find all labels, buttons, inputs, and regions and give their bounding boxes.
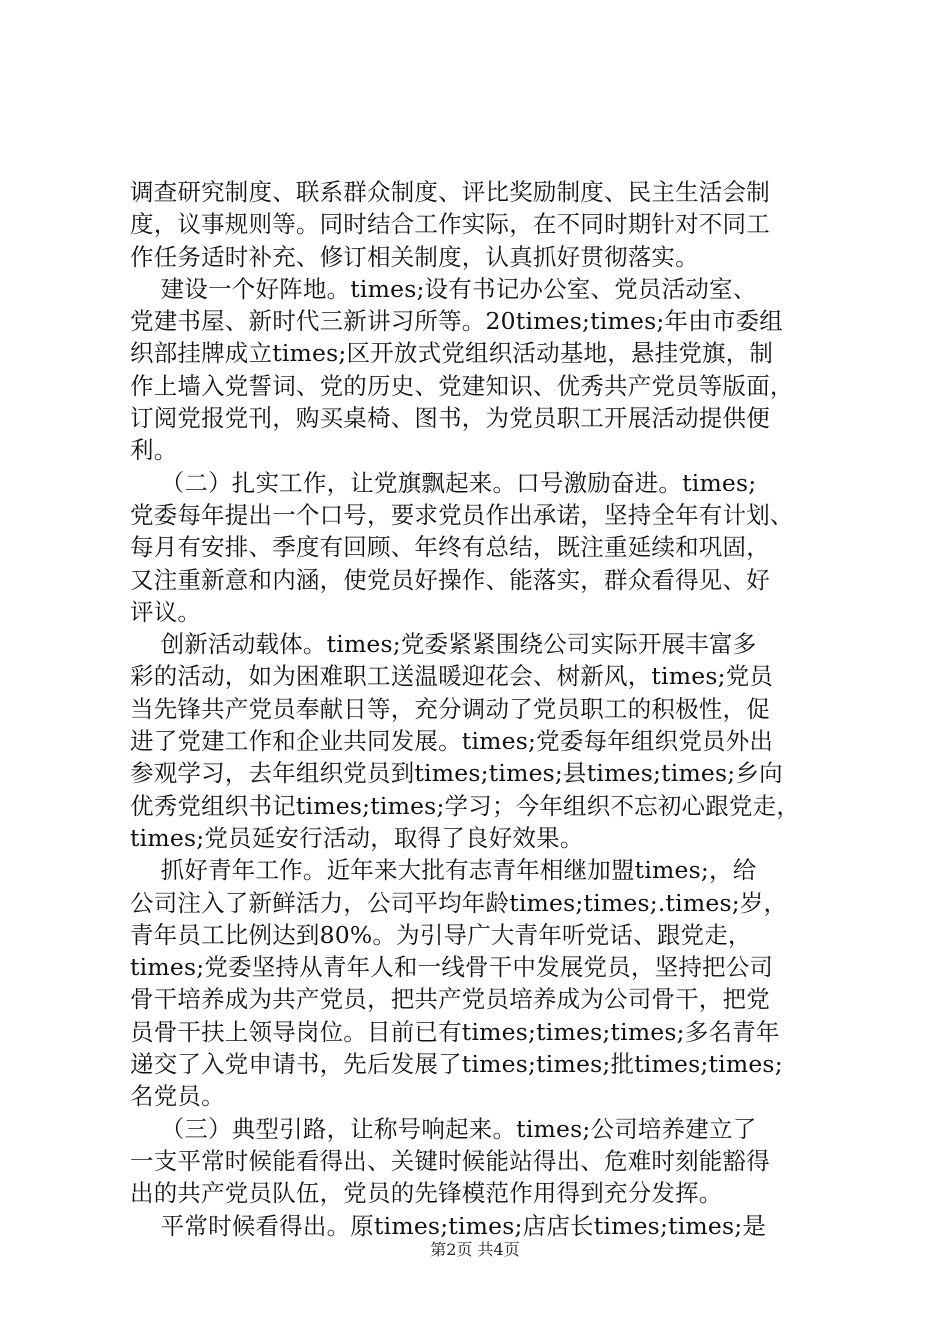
text-line: 评议。 <box>130 597 202 626</box>
text-line: 彩的活动，如为困难职工送温暖迎花会、树新风，times;党员 <box>130 662 774 691</box>
text-line: times;党员延安行活动，取得了良好效果。 <box>130 823 584 852</box>
text-line: 又注重新意和内涵，使党员好操作、能落实，群众看得见、好 <box>130 565 770 594</box>
text-line: 名党员。 <box>130 1082 225 1111</box>
text-line: 青年员工比例达到80%。为引导广大青年听党话、跟党走， <box>130 920 752 949</box>
text-line: 一支平常时候能看得出、关键时候能站得出、危难时刻能豁得 <box>130 1146 770 1175</box>
text-line: 作上墙入党誓词、党的历史、党建知识、优秀共产党员等版面， <box>130 371 794 400</box>
text-line: （三）典型引路，让称号响起来。times;公司培养建立了 <box>130 1114 757 1143</box>
text-line: 每月有安排、季度有回顾、年终有总结，既注重延续和巩固， <box>130 533 770 562</box>
text-line: 党委每年提出一个口号，要求党员作出承诺，坚持全年有计划、 <box>130 500 794 529</box>
text-line: 创新活动载体。times;党委紧紧围绕公司实际开展丰富多 <box>130 630 757 659</box>
text-line: 织部挂牌成立times;区开放式党组织活动基地，悬挂党旗，制 <box>130 339 774 368</box>
text-line: 抓好青年工作。近年来大批有志青年相继加盟times;，给 <box>130 856 757 885</box>
text-line: 党建书屋、新时代三新讲习所等。20times;times;年由市委组 <box>130 307 783 336</box>
text-line: 出的共产党员队伍，党员的先锋模范作用得到充分发挥。 <box>130 1179 723 1208</box>
text-line: 递交了入党申请书，先后发展了times;times;批times;times; <box>130 1050 783 1079</box>
text-line: 利。 <box>130 436 178 465</box>
page-footer: 第2页 共4页 <box>430 1240 520 1259</box>
text-line: 优秀党组织书记times;times;学习；今年组织不忘初心跟党走， <box>130 791 801 820</box>
text-line: 员骨干扶上领导岗位。目前已有times;times;times;多名青年 <box>130 1017 780 1046</box>
text-line: 参观学习，去年组织党员到times;times;县times;times;乡向 <box>130 759 783 788</box>
text-line: 作任务适时补充、修订相关制度，认真抓好贯彻落实。 <box>130 242 699 271</box>
text-line: 订阅党报党刊，购买桌椅、图书，为党员职工开展活动提供便 <box>130 404 770 433</box>
document-body <box>130 176 832 1242</box>
text-line: （二）扎实工作，让党旗飘起来。口号激励奋进。times; <box>130 468 757 497</box>
text-line: 建设一个好阵地。times;设有书记办公室、党员活动室、 <box>130 274 757 303</box>
text-line: 进了党建工作和企业共同发展。times;党委每年组织党员外出 <box>130 727 774 756</box>
text-line: 骨干培养成为共产党员，把共产党员培养成为公司骨干，把党 <box>130 985 770 1014</box>
text-line: 公司注入了新鲜活力，公司平均年龄times;times;.times;岁， <box>130 888 788 917</box>
text-line: 度，议事规则等。同时结合工作实际，在不同时期针对不同工 <box>130 210 770 239</box>
text-line: times;党委坚持从青年人和一线骨干中发展党员，坚持把公司 <box>130 953 774 982</box>
text-line: 当先锋共产党员奉献日等，充分调动了党员职工的积极性，促 <box>130 694 770 723</box>
text-line: 调查研究制度、联系群众制度、评比奖励制度、民主生活会制 <box>130 178 770 206</box>
text-line: 平常时候看得出。原times;times;店店长times;times;是 <box>130 1211 767 1240</box>
